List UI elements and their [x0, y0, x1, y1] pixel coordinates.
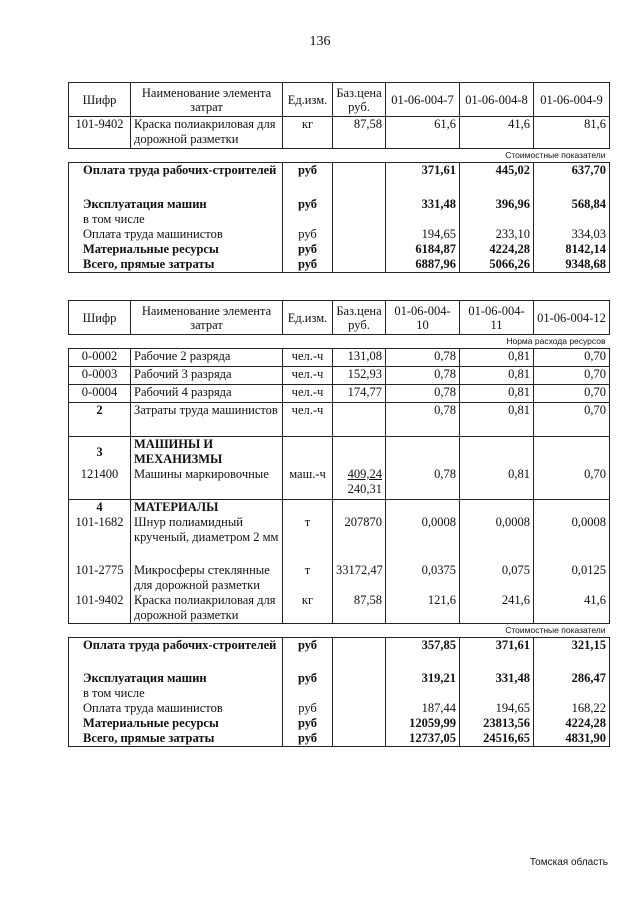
cell-price: 207870: [333, 515, 386, 563]
cell-name: Краска полиакриловая для дорожной разметки: [131, 117, 283, 149]
table-row: [69, 515, 610, 563]
header-col: 01-06-004-9: [534, 83, 610, 117]
header-col: 01-06-004-12: [534, 301, 610, 335]
cost-name: Оплата труда машинистов: [69, 227, 283, 242]
price-secondary: 240,31: [347, 482, 382, 496]
cost-row: [69, 197, 610, 212]
cost-value: 371,61: [460, 637, 534, 671]
cost-value: 9348,68: [534, 257, 610, 273]
cost-value: 445,02: [460, 163, 534, 197]
cell-value: 0,0008: [534, 515, 610, 563]
cost-unit: руб: [283, 163, 333, 197]
cost-value: 8142,14: [534, 242, 610, 257]
cell-name: Затраты труда машинистов: [131, 403, 283, 437]
cell-name: Машины маркировочные: [131, 467, 283, 499]
footer-region: Томская область: [529, 857, 608, 868]
cell-value: 241,6: [460, 593, 534, 624]
cell-value: 41,6: [460, 117, 534, 149]
cost-name: Материальные ресурсы: [69, 242, 283, 257]
header-price: Баз.цена руб.: [333, 301, 386, 335]
cell-unit: т: [283, 515, 333, 563]
cost-value: 334,03: [534, 227, 610, 242]
table-row: [69, 367, 610, 385]
cost-value: 568,84: [534, 197, 610, 212]
cost-name: Эксплуатация машин: [69, 671, 283, 686]
cell-price: [333, 467, 386, 499]
table-row: [69, 403, 610, 437]
section-title: МАТЕРИАЛЫ: [131, 499, 283, 515]
cell-name: Шнур полиамидный крученый, диаметром 2 мм: [131, 515, 283, 563]
section-title: МАШИНЫ И МЕХАНИЗМЫ: [131, 437, 283, 468]
cell-value: 41,6: [534, 593, 610, 624]
cell-unit: кг: [283, 117, 333, 149]
header-unit: Ед.изм.: [283, 83, 333, 117]
cost-value: 4224,28: [460, 242, 534, 257]
page-number: 136: [309, 34, 331, 49]
cell-value: 0,78: [386, 385, 460, 403]
cost-value: 12737,05: [386, 731, 460, 747]
cell-value: 0,81: [460, 403, 534, 437]
cost-value: 4831,90: [534, 731, 610, 747]
cell-value: 0,81: [460, 385, 534, 403]
cost-value: 637,70: [534, 163, 610, 197]
cell-value: 0,70: [534, 367, 610, 385]
cell-price: [333, 403, 386, 437]
cost-label: Стоимостные показатели: [69, 149, 610, 163]
cost-value: 357,85: [386, 637, 460, 671]
cell-value: 0,78: [386, 349, 460, 367]
cost-row: [69, 686, 610, 701]
cost-value: 4224,28: [534, 716, 610, 731]
cell-code: 101-1682: [69, 515, 131, 563]
cell-price: 174,77: [333, 385, 386, 403]
cell-value: 61,6: [386, 117, 460, 149]
table-row: [69, 349, 610, 367]
cost-value: 194,65: [460, 701, 534, 716]
cell-unit: т: [283, 563, 333, 593]
cell-value: 0,81: [460, 367, 534, 385]
cell-name: Рабочие 2 разряда: [131, 349, 283, 367]
cost-name: в том числе: [69, 686, 283, 701]
cell-value: 81,6: [534, 117, 610, 149]
subheader-row: [69, 623, 610, 637]
table-row: [69, 385, 610, 403]
cost-value: 168,22: [534, 701, 610, 716]
cell-value: 0,0375: [386, 563, 460, 593]
cost-unit: руб: [283, 197, 333, 212]
cost-unit: руб: [283, 637, 333, 671]
cost-row: [69, 242, 610, 257]
norm-label: Норма расхода ресурсов: [69, 335, 610, 349]
cell-code: 0-0003: [69, 367, 131, 385]
section-number: 4: [69, 499, 131, 515]
cost-name: Оплата труда машинистов: [69, 701, 283, 716]
cost-unit: руб: [283, 227, 333, 242]
cost-unit: руб: [283, 731, 333, 747]
cost-name: Всего, прямые затраты: [69, 257, 283, 273]
cost-row: [69, 731, 610, 747]
table-1-header: [69, 83, 610, 117]
subheader-row: [69, 149, 610, 163]
cost-value: 331,48: [460, 671, 534, 686]
cell-value: 0,0008: [460, 515, 534, 563]
cell-unit: кг: [283, 593, 333, 624]
cost-row: [69, 671, 610, 686]
table-row: [69, 467, 610, 499]
cost-row: [69, 163, 610, 197]
cost-unit: руб: [283, 716, 333, 731]
cost-row: [69, 716, 610, 731]
header-col: 01-06-004-10: [386, 301, 460, 335]
cell-value: 0,78: [386, 467, 460, 499]
table-2: [68, 300, 610, 747]
cell-value: 0,78: [386, 367, 460, 385]
cell-unit: чел.-ч: [283, 385, 333, 403]
cost-value: 187,44: [386, 701, 460, 716]
cell-price: 152,93: [333, 367, 386, 385]
table-row: [69, 117, 610, 149]
price-main: 409,24: [347, 467, 382, 481]
table-1: [68, 82, 610, 273]
cost-value: 12059,99: [386, 716, 460, 731]
table-2-header: [69, 301, 610, 335]
cell-name: Краска полиакриловая для дорожной разметки: [131, 593, 283, 624]
header-name: Наименование элемента затрат: [131, 301, 283, 335]
cell-value: 0,70: [534, 467, 610, 499]
section-row: [69, 437, 610, 468]
cost-value: 5066,26: [460, 257, 534, 273]
cost-unit: руб: [283, 242, 333, 257]
cell-unit: маш.-ч: [283, 467, 333, 499]
table-row: [69, 593, 610, 624]
cost-value: 6184,87: [386, 242, 460, 257]
cost-name: в том числе: [69, 212, 283, 227]
cell-value: 0,70: [534, 385, 610, 403]
cell-value: 0,0008: [386, 515, 460, 563]
cost-value: 24516,65: [460, 731, 534, 747]
header-unit: Ед.изм.: [283, 301, 333, 335]
cell-code: 0-0002: [69, 349, 131, 367]
cell-value: 0,81: [460, 467, 534, 499]
cell-code: 0-0004: [69, 385, 131, 403]
header-price: Баз.цена руб.: [333, 83, 386, 117]
cost-value: 396,96: [460, 197, 534, 212]
header-name: Наименование элемента затрат: [131, 83, 283, 117]
cost-label: Стоимостные показатели: [69, 623, 610, 637]
cost-row: [69, 701, 610, 716]
cost-value: 319,21: [386, 671, 460, 686]
cost-value: 6887,96: [386, 257, 460, 273]
cell-value: 0,70: [534, 349, 610, 367]
cost-value: 286,47: [534, 671, 610, 686]
cost-unit: руб: [283, 701, 333, 716]
table-row: [69, 563, 610, 593]
cell-code: 121400: [69, 467, 131, 499]
cell-name: Микросферы стеклянные для дорожной разметки: [131, 563, 283, 593]
header-col: 01-06-004-11: [460, 301, 534, 335]
cell-value: 0,78: [386, 403, 460, 437]
cost-name: Всего, прямые затраты: [69, 731, 283, 747]
cost-unit: руб: [283, 671, 333, 686]
cell-code: 2: [69, 403, 131, 437]
section-row: [69, 499, 610, 515]
cell-value: 0,0125: [534, 563, 610, 593]
cost-row: [69, 257, 610, 273]
cell-name: Рабочий 4 разряда: [131, 385, 283, 403]
cell-code: 101-9402: [69, 117, 131, 149]
cost-value: 371,61: [386, 163, 460, 197]
cell-value: 0,81: [460, 349, 534, 367]
header-code: Шифр: [69, 83, 131, 117]
header-col: 01-06-004-7: [386, 83, 460, 117]
cell-unit: чел.-ч: [283, 349, 333, 367]
cell-value: 0,70: [534, 403, 610, 437]
section-number: 3: [69, 437, 131, 468]
cost-value: 233,10: [460, 227, 534, 242]
cell-value: 0,075: [460, 563, 534, 593]
cost-value: 331,48: [386, 197, 460, 212]
cost-name: Оплата труда рабочих-строителей: [69, 637, 283, 671]
cell-code: 101-2775: [69, 563, 131, 593]
cost-row: [69, 227, 610, 242]
cost-value: 23813,56: [460, 716, 534, 731]
cell-price: 87,58: [333, 117, 386, 149]
cell-unit: чел.-ч: [283, 367, 333, 385]
cost-name: Материальные ресурсы: [69, 716, 283, 731]
cost-name: Эксплуатация машин: [69, 197, 283, 212]
header-code: Шифр: [69, 301, 131, 335]
cell-unit: чел.-ч: [283, 403, 333, 437]
cell-price: 33172,47: [333, 563, 386, 593]
cost-row: [69, 212, 610, 227]
cost-unit: руб: [283, 257, 333, 273]
cell-value: 121,6: [386, 593, 460, 624]
cost-row: [69, 637, 610, 671]
cell-code: 101-9402: [69, 593, 131, 624]
cost-name: Оплата труда рабочих-строителей: [69, 163, 283, 197]
header-col: 01-06-004-8: [460, 83, 534, 117]
cell-name: Рабочий 3 разряда: [131, 367, 283, 385]
cell-price: 131,08: [333, 349, 386, 367]
cost-value: 194,65: [386, 227, 460, 242]
subheader-row: [69, 335, 610, 349]
cost-value: 321,15: [534, 637, 610, 671]
cell-price: 87,58: [333, 593, 386, 624]
